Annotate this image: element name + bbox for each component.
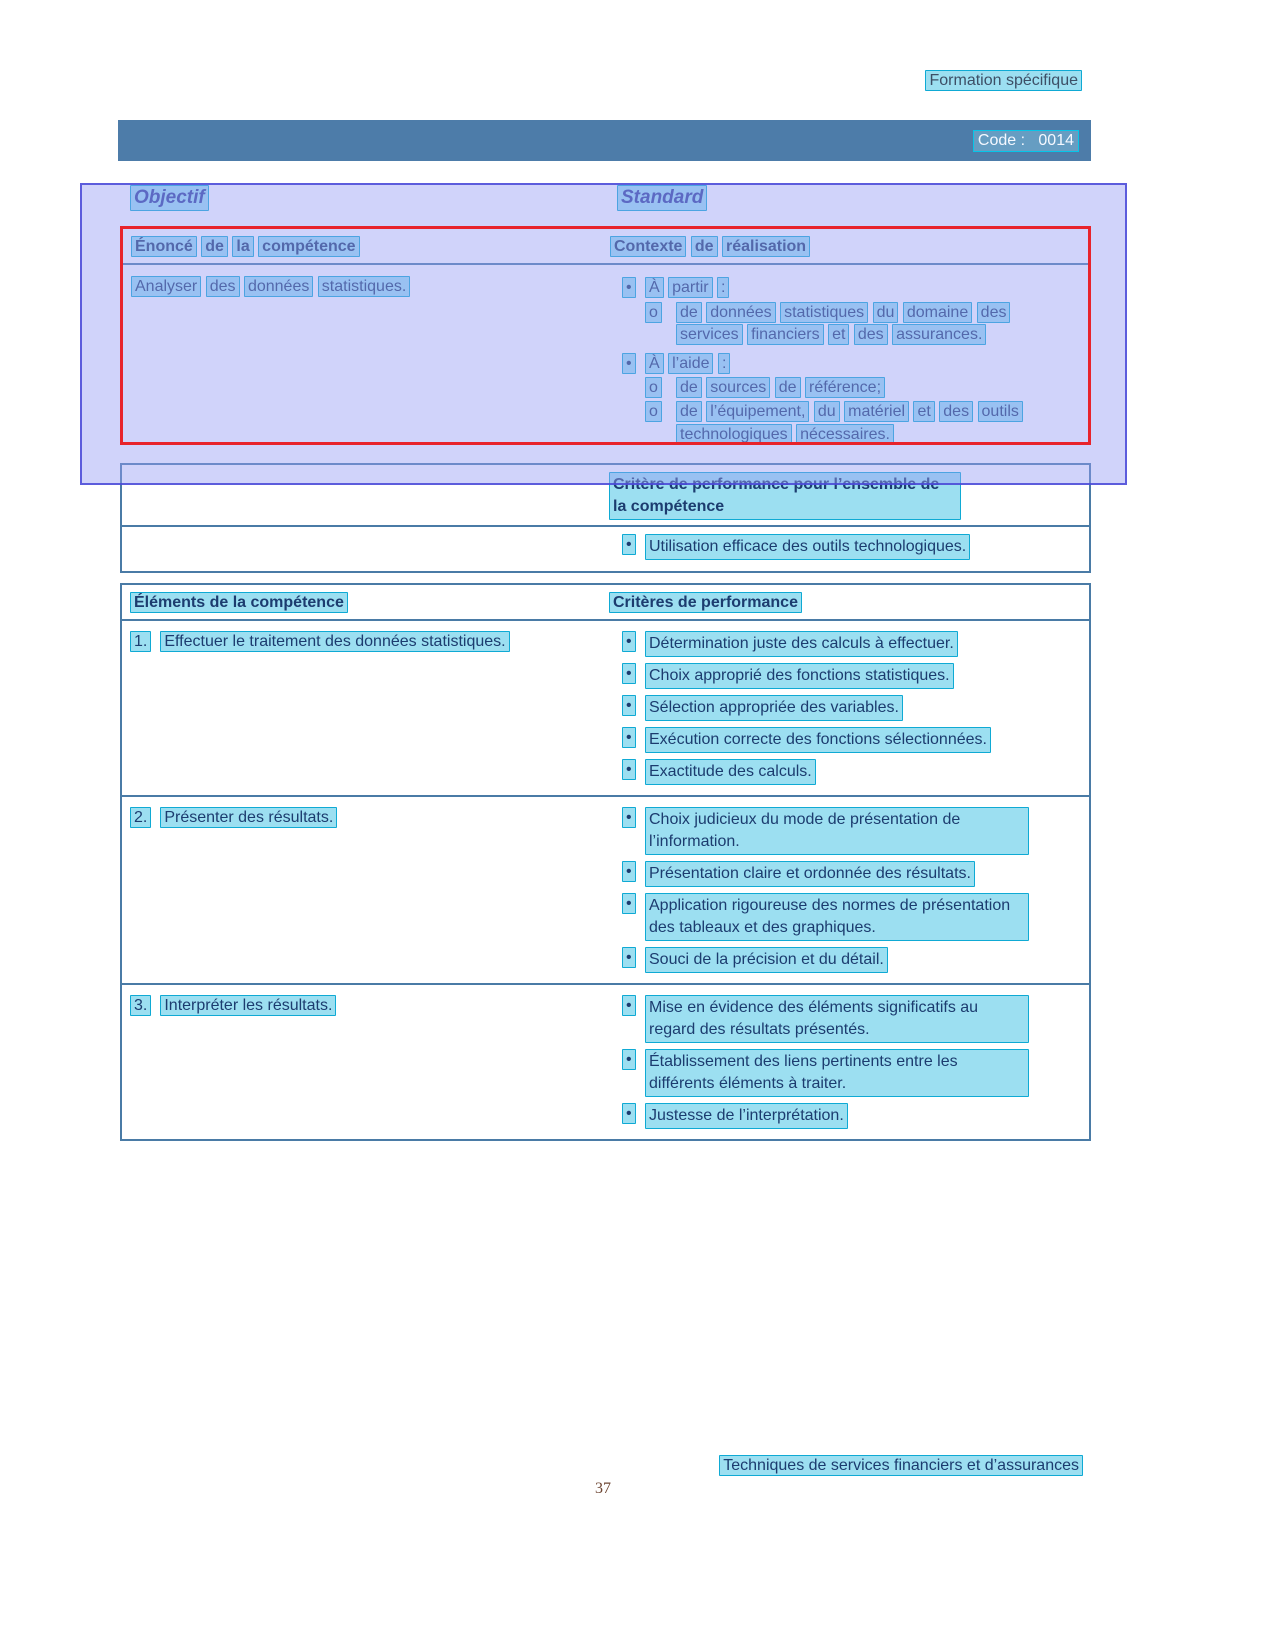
context-bullet-1-label: À partir : [645, 277, 729, 299]
enonce-cell [123, 265, 610, 303]
elements-header-text: Éléments de la compétence [130, 592, 348, 613]
criterion-text: Mise en évidence des éléments significatifs au regard des résultats présentés. [645, 995, 1029, 1043]
code-bar [118, 120, 1091, 161]
footer-program-name [719, 1457, 1083, 1475]
bullet-icon: • [622, 807, 636, 828]
bullet-icon: • [622, 1103, 636, 1124]
competence-table-body-row [123, 265, 1088, 445]
bullet-icon: • [622, 759, 636, 780]
element-3-cell [122, 985, 609, 1021]
element-2-number: 2. [130, 807, 151, 828]
criterion-text: Application rigoureuse des normes de présentation des tableaux et des graphiques. [645, 893, 1029, 941]
sub-bullet-holder [645, 401, 676, 423]
criteria-1-cell [609, 621, 1089, 795]
criterion-text: Exécution correcte des fonctions sélectionnées. [645, 727, 991, 753]
criteria-3-cell [609, 985, 1089, 1139]
sub-bullet-icon: o [645, 302, 662, 323]
criterion-text: Sélection appropriée des variables. [645, 695, 903, 721]
overall-criteria-table [120, 463, 1091, 573]
bullet-holder [622, 947, 645, 969]
banner-standard-label: Standard [617, 185, 707, 211]
context-bullet-2-label: À l’aide : [645, 353, 730, 375]
elements-table [120, 583, 1091, 1141]
criterion-text: Utilisation efficace des outils technologiques. [645, 534, 970, 560]
sub-bullet-icon: o [645, 377, 662, 398]
criteria-header-cell [609, 585, 1089, 619]
element-row-2 [122, 797, 1089, 983]
elements-header-row [122, 585, 1089, 619]
enonce-header-cell [123, 229, 610, 263]
competence-table-header-row [123, 229, 1088, 263]
criterion-text: Choix approprié des fonctions statistiques. [645, 663, 954, 689]
bullet-icon: • [622, 663, 636, 684]
sub-bullet-holder [645, 302, 676, 324]
criterion-text: Souci de la précision et du détail. [645, 947, 888, 973]
overall-criteria-header-text: Critère de performance pour l’ensemble de la compétence [609, 472, 961, 520]
sub-bullet-icon: o [645, 401, 662, 422]
bullet-holder [622, 695, 645, 717]
bullet-holder [622, 727, 645, 749]
context-sub-bullet-2-2 [610, 401, 1080, 445]
criterion-item [609, 695, 1081, 721]
criterion-text: Établissement des liens pertinents entre les différents éléments à traiter. [645, 1049, 1029, 1097]
overall-criteria-header-cell [609, 465, 1089, 525]
bullet-holder [622, 893, 645, 915]
element-row-3 [122, 985, 1089, 1139]
bullet-icon: • [622, 727, 636, 748]
bullet-holder [622, 861, 645, 883]
element-1-cell [122, 621, 609, 657]
page-number: 37 [595, 1480, 611, 1497]
contexte-header-text: Contexte de réalisation [610, 236, 810, 257]
context-sub-bullet-1-1-text: de données statistiques du domaine des services financiers et des assurances. [676, 302, 1024, 347]
element-2-label: Présenter des résultats. [160, 807, 337, 828]
criterion-text: Détermination juste des calculs à effectuer. [645, 631, 958, 657]
enonce-header-text: Énoncé de la compétence [131, 236, 360, 257]
element-row-1 [122, 621, 1089, 795]
element-3-number: 3. [130, 995, 151, 1016]
code-label: Code : 0014 [973, 130, 1079, 152]
bullet-holder [622, 759, 645, 781]
criterion-item [609, 727, 1081, 753]
bullet-icon: • [622, 1049, 636, 1070]
context-bullet-1 [610, 277, 1080, 299]
criterion-item [609, 861, 1081, 887]
bullet-icon: • [622, 534, 636, 555]
criterion-item [609, 995, 1081, 1043]
overall-criteria-body-row [122, 527, 1089, 571]
bullet-holder [622, 663, 645, 685]
criterion-item [609, 759, 1081, 785]
criterion-text: Justesse de l’interprétation. [645, 1103, 848, 1129]
criterion-item [609, 534, 1081, 560]
bullet-icon: • [622, 695, 636, 716]
bullet-icon: • [622, 995, 636, 1016]
bullet-icon: • [622, 277, 636, 298]
contexte-cell [610, 265, 1088, 445]
criterion-item [609, 893, 1081, 941]
header-program-type [925, 72, 1082, 90]
criterion-item [609, 807, 1081, 855]
bullet-icon: • [622, 353, 636, 374]
context-bullet-2 [610, 353, 1080, 375]
element-3-label: Interpréter les résultats. [160, 995, 336, 1016]
bullet-holder [622, 1049, 645, 1071]
criterion-text: Choix judicieux du mode de présentation de l’information. [645, 807, 1029, 855]
program-type-label: Formation spécifique [925, 70, 1082, 91]
bullet-holder [622, 995, 645, 1017]
competence-table [120, 226, 1091, 445]
element-1-label: Effectuer le traitement des données statistiques. [160, 631, 509, 652]
element-2-cell [122, 797, 609, 833]
criterion-text: Présentation claire et ordonnée des résultats. [645, 861, 975, 887]
criterion-item [609, 1049, 1081, 1097]
bullet-holder [622, 631, 645, 653]
contexte-header-cell [610, 229, 1088, 263]
bullet-holder [622, 353, 645, 375]
empty-cell [122, 527, 609, 539]
criterion-item [609, 663, 1081, 689]
sub-bullet-holder [645, 377, 676, 399]
bullet-icon: • [622, 893, 636, 914]
criteria-2-cell [609, 797, 1089, 983]
bullet-holder [622, 807, 645, 829]
enonce-text: Analyser des données statistiques. [131, 276, 410, 297]
bullet-icon: • [622, 861, 636, 882]
bullet-icon: • [622, 631, 636, 652]
footer-program-name-text: Techniques de services financiers et d’assurances [719, 1455, 1083, 1476]
bullet-holder [622, 1103, 645, 1125]
context-sub-bullet-2-1-text: de sources de référence; [676, 377, 1024, 399]
element-1-number: 1. [130, 631, 151, 652]
elements-header-cell [122, 585, 609, 619]
overall-criteria-header-row [122, 465, 1089, 525]
bullet-holder [622, 534, 645, 556]
context-sub-bullet-2-1 [610, 377, 1080, 399]
overall-criteria-cell [609, 527, 1089, 571]
context-sub-bullet-2-2-text: de l’équipement, du matériel et des outils technologiques nécessaires. [676, 401, 1024, 445]
empty-cell [122, 465, 609, 477]
criterion-item [609, 947, 1081, 973]
bullet-holder [622, 277, 645, 299]
context-sub-bullet-1-1 [610, 302, 1080, 347]
criterion-item [609, 1103, 1081, 1129]
criterion-item [609, 631, 1081, 657]
bullet-icon: • [622, 947, 636, 968]
banner-objectif-label: Objectif [130, 185, 209, 211]
criteria-header-text: Critères de performance [609, 592, 802, 613]
criterion-text: Exactitude des calculs. [645, 759, 816, 785]
